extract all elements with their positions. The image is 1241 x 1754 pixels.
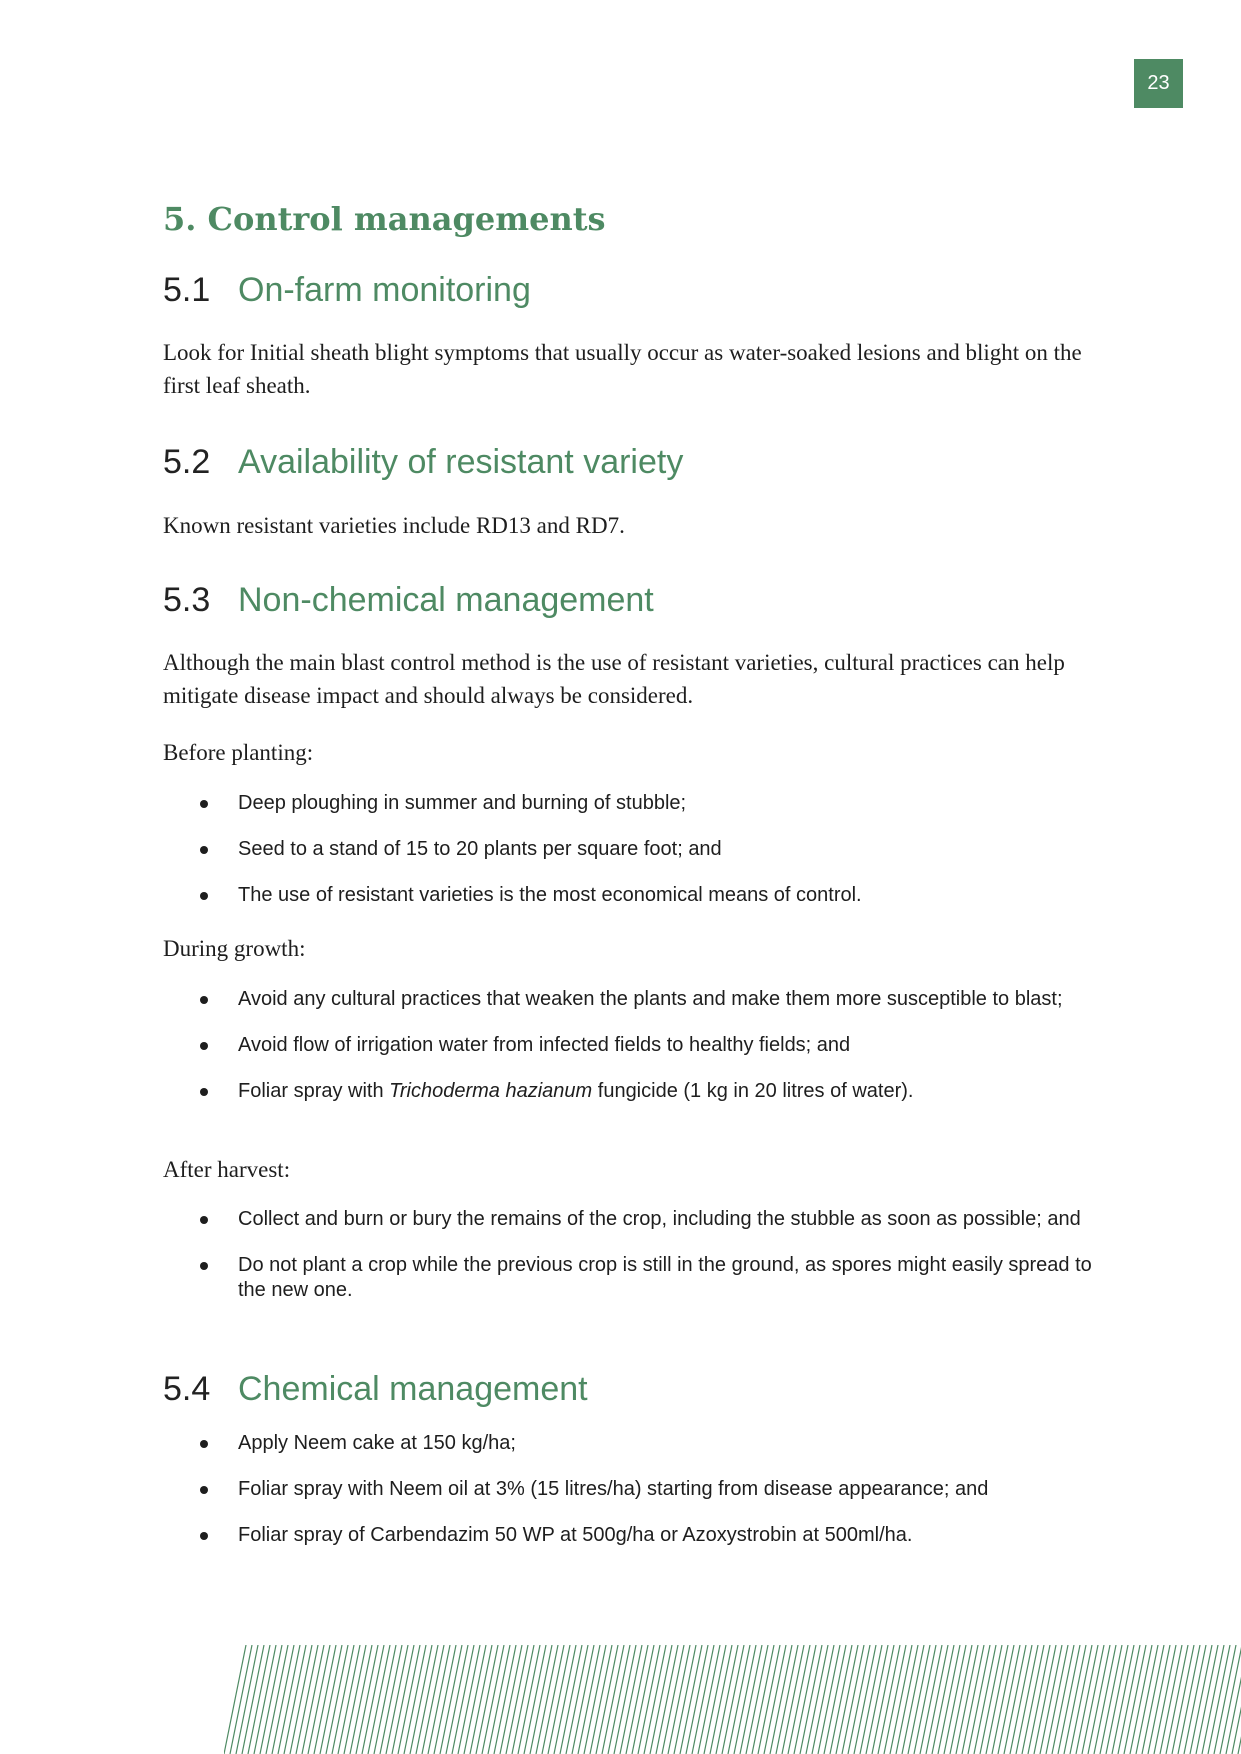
hatch-line bbox=[1166, 1645, 1188, 1754]
hatch-line bbox=[860, 1645, 882, 1754]
hatch-line bbox=[410, 1645, 432, 1754]
hatch-line bbox=[452, 1645, 474, 1754]
hatch-line bbox=[1130, 1645, 1152, 1754]
hatch-line bbox=[458, 1645, 480, 1754]
hatch-line bbox=[608, 1645, 630, 1754]
hatch-line bbox=[812, 1645, 834, 1754]
hatch-line bbox=[242, 1645, 264, 1754]
hatch-line bbox=[296, 1645, 318, 1754]
during-growth-label: During growth: bbox=[163, 936, 306, 961]
hatch-line bbox=[638, 1645, 660, 1754]
bullet-icon bbox=[200, 1532, 208, 1540]
section-title: On-farm monitoring bbox=[238, 271, 531, 309]
hatch-line bbox=[734, 1645, 756, 1754]
section-title: Chemical management bbox=[238, 1370, 588, 1408]
chemical-management-list bbox=[163, 1431, 1093, 1548]
hatch-line bbox=[1094, 1645, 1116, 1754]
list-item-text: Seed to a stand of 15 to 20 plants per square foot; and bbox=[238, 838, 722, 860]
hatch-line bbox=[260, 1645, 282, 1754]
non-chemical-intro: Although the main blast control method is the use of resistant varieties, cultural practices can help mitigate disease impact and should always be considered. bbox=[163, 650, 1065, 708]
hatch-line bbox=[902, 1645, 924, 1754]
section-title: Availability of resistant variety bbox=[238, 443, 684, 481]
hatch-line bbox=[446, 1645, 468, 1754]
hatch-line bbox=[374, 1645, 396, 1754]
hatch-line bbox=[266, 1645, 288, 1754]
hatch-line bbox=[848, 1645, 870, 1754]
text-run: Foliar spray with bbox=[238, 1080, 390, 1102]
hatch-line bbox=[530, 1645, 552, 1754]
hatch-line bbox=[650, 1645, 672, 1754]
hatch-line bbox=[386, 1645, 408, 1754]
hatch-line bbox=[1184, 1645, 1206, 1754]
hatch-line bbox=[566, 1645, 588, 1754]
hatch-line bbox=[326, 1645, 348, 1754]
section-heading-5-4 bbox=[163, 1370, 588, 1409]
hatch-line bbox=[1052, 1645, 1074, 1754]
hatch-line bbox=[644, 1645, 666, 1754]
hatch-line bbox=[1220, 1645, 1241, 1754]
hatch-line bbox=[926, 1645, 948, 1754]
hatch-line bbox=[308, 1645, 330, 1754]
hatch-line bbox=[362, 1645, 384, 1754]
hatch-line bbox=[620, 1645, 642, 1754]
hatch-line bbox=[1004, 1645, 1026, 1754]
hatch-line bbox=[368, 1645, 390, 1754]
hatch-line bbox=[344, 1645, 366, 1754]
list-item-text: Deep ploughing in summer and burning of stubble; bbox=[238, 792, 687, 814]
hatch-line bbox=[392, 1645, 414, 1754]
hatch-line bbox=[332, 1645, 354, 1754]
hatch-line bbox=[878, 1645, 900, 1754]
list-item bbox=[163, 1253, 1093, 1303]
hatch-line bbox=[1214, 1645, 1236, 1754]
hatch-line bbox=[986, 1645, 1008, 1754]
hatch-line bbox=[290, 1645, 312, 1754]
hatch-line bbox=[596, 1645, 618, 1754]
hatch-line bbox=[506, 1645, 528, 1754]
hatch-line bbox=[1112, 1645, 1134, 1754]
hatch-line bbox=[1046, 1645, 1068, 1754]
hatch-line bbox=[1118, 1645, 1140, 1754]
hatch-line bbox=[896, 1645, 918, 1754]
hatch-line bbox=[1178, 1645, 1200, 1754]
hatch-line bbox=[284, 1645, 306, 1754]
list-item bbox=[163, 883, 1093, 908]
hatch-line bbox=[980, 1645, 1002, 1754]
resistant-variety-paragraph: Known resistant varieties include RD13 and RD7. bbox=[163, 513, 625, 538]
hatch-line bbox=[434, 1645, 456, 1754]
list-item bbox=[163, 1079, 1093, 1104]
list-item-text: Foliar spray with Neem oil at 3% (15 litres/ha) starting from disease appearance; and bbox=[238, 1478, 989, 1500]
hatch-line bbox=[224, 1645, 246, 1754]
during-growth-list bbox=[163, 987, 1093, 1104]
hatch-line bbox=[866, 1645, 888, 1754]
list-item bbox=[163, 837, 1093, 862]
list-item-text: Avoid any cultural practices that weaken the plants and make them more susceptible to blast; bbox=[238, 988, 1063, 1010]
hatch-line bbox=[728, 1645, 750, 1754]
hatch-line bbox=[680, 1645, 702, 1754]
hatch-line bbox=[992, 1645, 1014, 1754]
bullet-icon bbox=[200, 1216, 208, 1224]
hatch-line bbox=[1076, 1645, 1098, 1754]
hatch-line bbox=[1154, 1645, 1176, 1754]
after-harvest-label: After harvest: bbox=[163, 1157, 291, 1182]
list-item bbox=[163, 987, 1093, 1012]
hatch-line bbox=[884, 1645, 906, 1754]
list-item-text: The use of resistant varieties is the most economical means of control. bbox=[238, 884, 862, 906]
bullet-icon bbox=[200, 846, 208, 854]
list-item-text: Do not plant a crop while the previous crop is still in the ground, as spores might easily spread to the new one. bbox=[238, 1254, 1092, 1301]
hatch-line bbox=[1070, 1645, 1092, 1754]
hatch-line bbox=[1142, 1645, 1164, 1754]
page-number: 23 bbox=[1134, 59, 1183, 108]
hatch-line bbox=[254, 1645, 276, 1754]
hatch-line bbox=[416, 1645, 438, 1754]
hatch-line bbox=[770, 1645, 792, 1754]
list-item-text: Avoid flow of irrigation water from infected fields to healthy fields; and bbox=[238, 1034, 851, 1056]
bullet-icon bbox=[200, 892, 208, 900]
hatch-line bbox=[1208, 1645, 1230, 1754]
hatch-line bbox=[1136, 1645, 1158, 1754]
hatch-line bbox=[944, 1645, 966, 1754]
hatch-line bbox=[428, 1645, 450, 1754]
hatch-line bbox=[1172, 1645, 1194, 1754]
hatch-line bbox=[488, 1645, 510, 1754]
hatch-line bbox=[818, 1645, 840, 1754]
hatch-line bbox=[1160, 1645, 1182, 1754]
hatch-line bbox=[632, 1645, 654, 1754]
hatch-line bbox=[440, 1645, 462, 1754]
hatch-line bbox=[842, 1645, 864, 1754]
hatch-line bbox=[614, 1645, 636, 1754]
hatch-line bbox=[716, 1645, 738, 1754]
species-name: Trichoderma hazianum bbox=[389, 1080, 593, 1102]
hatch-line bbox=[1034, 1645, 1056, 1754]
hatch-line bbox=[1196, 1645, 1218, 1754]
hatch-line bbox=[404, 1645, 426, 1754]
hatch-line bbox=[380, 1645, 402, 1754]
hatch-line bbox=[590, 1645, 612, 1754]
bullet-icon bbox=[200, 996, 208, 1004]
hatch-line bbox=[1106, 1645, 1128, 1754]
hatch-line bbox=[248, 1645, 270, 1754]
hatch-line bbox=[464, 1645, 486, 1754]
hatch-line bbox=[302, 1645, 324, 1754]
hatch-line bbox=[470, 1645, 492, 1754]
hatch-line bbox=[536, 1645, 558, 1754]
hatch-line bbox=[524, 1645, 546, 1754]
hatch-line bbox=[272, 1645, 294, 1754]
bullet-icon bbox=[200, 1262, 208, 1270]
hatch-line bbox=[890, 1645, 912, 1754]
hatch-line bbox=[1064, 1645, 1086, 1754]
hatch-line bbox=[698, 1645, 720, 1754]
hatch-line bbox=[548, 1645, 570, 1754]
section-number: 5.2 bbox=[163, 443, 211, 481]
hatch-line bbox=[422, 1645, 444, 1754]
hatch-line bbox=[806, 1645, 828, 1754]
hatch-line bbox=[476, 1645, 498, 1754]
hatch-line bbox=[794, 1645, 816, 1754]
hatch-line bbox=[542, 1645, 564, 1754]
hatch-line bbox=[338, 1645, 360, 1754]
hatch-line bbox=[710, 1645, 732, 1754]
hatch-line bbox=[512, 1645, 534, 1754]
chapter-title: 5. Control managements bbox=[163, 200, 606, 238]
list-item-text: Foliar spray of Carbendazim 50 WP at 500g/ha or Azoxystrobin at 500ml/ha. bbox=[238, 1524, 913, 1546]
section-title: Non-chemical management bbox=[238, 581, 654, 619]
hatch-line bbox=[230, 1645, 252, 1754]
bullet-icon bbox=[200, 1042, 208, 1050]
hatch-line bbox=[764, 1645, 786, 1754]
hatch-line bbox=[572, 1645, 594, 1754]
hatch-line bbox=[578, 1645, 600, 1754]
hatch-line bbox=[908, 1645, 930, 1754]
hatch-line bbox=[482, 1645, 504, 1754]
hatch-line bbox=[1028, 1645, 1050, 1754]
hatch-line bbox=[602, 1645, 624, 1754]
hatch-line bbox=[236, 1645, 258, 1754]
list-item-text: Apply Neem cake at 150 kg/ha; bbox=[238, 1432, 516, 1454]
section-heading-5-2 bbox=[163, 443, 683, 482]
list-item-text bbox=[238, 1080, 913, 1102]
hatch-line bbox=[500, 1645, 522, 1754]
hatch-line bbox=[656, 1645, 678, 1754]
hatch-line bbox=[1148, 1645, 1170, 1754]
hatch-line bbox=[1100, 1645, 1122, 1754]
hatch-line bbox=[836, 1645, 858, 1754]
hatch-line bbox=[872, 1645, 894, 1754]
hatch-line bbox=[668, 1645, 690, 1754]
hatch-line bbox=[788, 1645, 810, 1754]
hatch-line bbox=[704, 1645, 726, 1754]
bullet-icon bbox=[200, 1088, 208, 1096]
hatch-line bbox=[1082, 1645, 1104, 1754]
hatch-line bbox=[626, 1645, 648, 1754]
hatch-line bbox=[494, 1645, 516, 1754]
list-item bbox=[163, 1523, 1093, 1548]
hatch-line bbox=[662, 1645, 684, 1754]
hatch-line bbox=[740, 1645, 762, 1754]
hatch-line bbox=[800, 1645, 822, 1754]
hatch-line bbox=[824, 1645, 846, 1754]
hatch-line bbox=[350, 1645, 372, 1754]
monitoring-paragraph: Look for Initial sheath blight symptoms that usually occur as water-soaked lesions and blight on the first leaf sheath. bbox=[163, 340, 1082, 398]
text-run: fungicide (1 kg in 20 litres of water). bbox=[592, 1080, 914, 1102]
hatch-line bbox=[920, 1645, 942, 1754]
hatch-line bbox=[974, 1645, 996, 1754]
list-item bbox=[163, 1033, 1093, 1058]
hatch-line bbox=[938, 1645, 960, 1754]
hatch-line bbox=[560, 1645, 582, 1754]
hatch-line bbox=[1022, 1645, 1044, 1754]
list-item-text: Collect and burn or bury the remains of the crop, including the stubble as soon as possible; and bbox=[238, 1208, 1081, 1230]
hatch-line bbox=[722, 1645, 744, 1754]
hatch-line bbox=[554, 1645, 576, 1754]
bullet-icon bbox=[200, 800, 208, 808]
hatch-line bbox=[758, 1645, 780, 1754]
hatch-line bbox=[1088, 1645, 1110, 1754]
hatch-line bbox=[950, 1645, 972, 1754]
list-item bbox=[163, 1477, 1093, 1502]
hatch-line bbox=[674, 1645, 696, 1754]
hatch-line bbox=[1124, 1645, 1146, 1754]
hatch-line bbox=[830, 1645, 852, 1754]
hatch-line bbox=[1190, 1645, 1212, 1754]
hatch-line bbox=[968, 1645, 990, 1754]
hatch-line bbox=[776, 1645, 798, 1754]
hatch-line bbox=[686, 1645, 708, 1754]
section-number: 5.3 bbox=[163, 581, 211, 619]
hatch-line bbox=[1016, 1645, 1038, 1754]
hatch-line bbox=[1202, 1645, 1224, 1754]
hatch-line bbox=[962, 1645, 984, 1754]
hatch-line bbox=[746, 1645, 768, 1754]
hatch-line bbox=[398, 1645, 420, 1754]
section-heading-5-3 bbox=[163, 581, 654, 620]
hatch-line bbox=[278, 1645, 300, 1754]
hatch-line bbox=[314, 1645, 336, 1754]
hatch-line bbox=[782, 1645, 804, 1754]
after-harvest-list bbox=[163, 1207, 1093, 1303]
before-planting-label: Before planting: bbox=[163, 740, 314, 765]
hatch-line bbox=[356, 1645, 378, 1754]
hatch-line bbox=[932, 1645, 954, 1754]
hatch-line bbox=[1058, 1645, 1080, 1754]
hatch-line bbox=[998, 1645, 1020, 1754]
hatch-line bbox=[956, 1645, 978, 1754]
hatch-line bbox=[692, 1645, 714, 1754]
hatch-line bbox=[914, 1645, 936, 1754]
hatch-line bbox=[752, 1645, 774, 1754]
list-item bbox=[163, 1207, 1093, 1232]
hatch-line bbox=[1040, 1645, 1062, 1754]
section-number: 5.1 bbox=[163, 271, 211, 309]
section-heading-5-1 bbox=[163, 271, 531, 310]
bullet-icon bbox=[200, 1440, 208, 1448]
list-item bbox=[163, 791, 1093, 816]
bullet-icon bbox=[200, 1486, 208, 1494]
hatch-line bbox=[320, 1645, 342, 1754]
before-planting-list bbox=[163, 791, 1093, 908]
hatch-line bbox=[854, 1645, 876, 1754]
hatch-line bbox=[518, 1645, 540, 1754]
section-number: 5.4 bbox=[163, 1370, 211, 1408]
list-item bbox=[163, 1431, 1093, 1456]
decorative-hatch-pattern bbox=[224, 1645, 1241, 1754]
hatch-line bbox=[1010, 1645, 1032, 1754]
hatch-line bbox=[584, 1645, 606, 1754]
